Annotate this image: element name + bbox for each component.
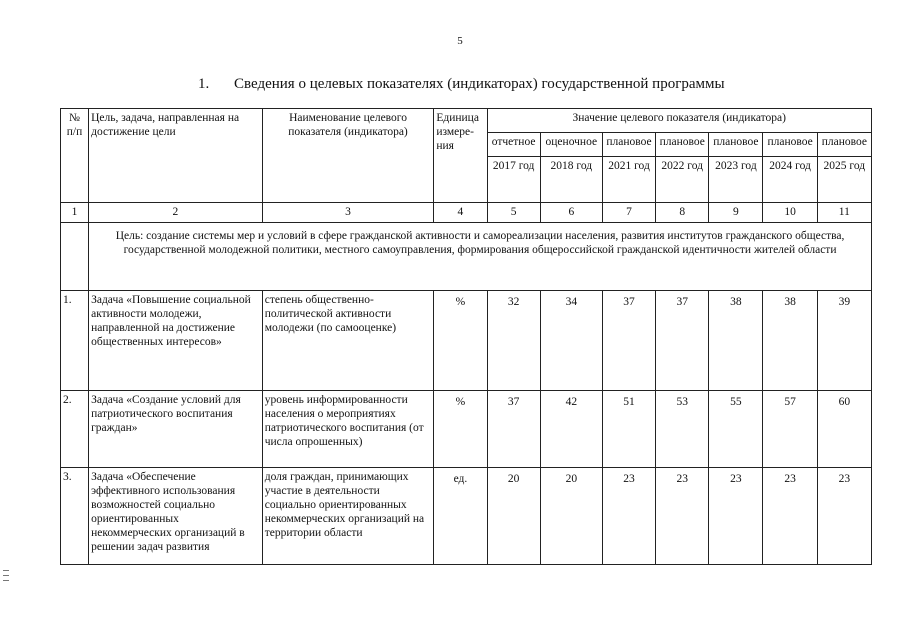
indicator-text: доля граждан, принимающих участие в деятельности социально ориентированных некоммерческих организаций на территории области — [262, 468, 434, 565]
header-year: 2018 год — [540, 157, 602, 203]
column-number: 6 — [540, 203, 602, 223]
indicator-text: уровень информированности населения о мероприятиях патриотического воспитания (от числа опрошенных) — [262, 391, 434, 468]
table-row — [61, 291, 872, 391]
goal-row — [61, 223, 872, 291]
value-cell: 53 — [656, 391, 709, 468]
header-year: 2025 год — [817, 157, 871, 203]
column-number: 11 — [817, 203, 871, 223]
value-cell: 60 — [817, 391, 871, 468]
value-cell: 42 — [540, 391, 602, 468]
header-year: 2022 год — [656, 157, 709, 203]
column-number: 4 — [434, 203, 487, 223]
header-value-type: плановое — [763, 133, 817, 157]
header-value-group: Значение целевого показателя (индикатора) — [487, 109, 871, 133]
column-number: 5 — [487, 203, 540, 223]
value-cell: 32 — [487, 291, 540, 391]
column-number: 2 — [89, 203, 263, 223]
task-text: Задача «Создание условий для патриотического воспитания граждан» — [89, 391, 263, 468]
page-number: 5 — [457, 35, 463, 47]
goal-spacer-cell — [61, 223, 89, 291]
header-year: 2017 год — [487, 157, 540, 203]
value-cell: 23 — [763, 468, 817, 565]
column-number: 1 — [61, 203, 89, 223]
column-number: 9 — [709, 203, 763, 223]
column-number: 8 — [656, 203, 709, 223]
header-year: 2024 год — [763, 157, 817, 203]
unit-cell: % — [434, 291, 487, 391]
task-text: Задача «Обеспечение эффективного использования возможностей социально ориентированных некоммерческих организаций в решении задач развития — [89, 468, 263, 565]
unit-cell: ед. — [434, 468, 487, 565]
value-cell: 39 — [817, 291, 871, 391]
table-row — [61, 391, 872, 468]
value-cell: 38 — [709, 291, 763, 391]
header-goal-task: Цель, задача, направленная на достижение цели — [89, 109, 263, 203]
header-value-type: плановое — [656, 133, 709, 157]
section-title: Сведения о целевых показателях (индикаторах) государственной программы — [234, 76, 725, 92]
header-num: № п/п — [61, 109, 89, 203]
indicators-table — [60, 108, 872, 565]
value-cell: 23 — [656, 468, 709, 565]
table-row — [61, 468, 872, 565]
header-value-type: отчетное — [487, 133, 540, 157]
value-cell: 38 — [763, 291, 817, 391]
section-heading — [198, 76, 725, 93]
header-value-type: оценочное — [540, 133, 602, 157]
value-cell: 37 — [656, 291, 709, 391]
unit-cell: % — [434, 391, 487, 468]
value-cell: 37 — [602, 291, 655, 391]
indicator-text: степень общественно-политической активности молодежи (по самооценке) — [262, 291, 434, 391]
margin-mark — [3, 570, 9, 571]
value-cell: 37 — [487, 391, 540, 468]
header-year: 2023 год — [709, 157, 763, 203]
row-num: 3. — [61, 468, 89, 565]
column-number: 3 — [262, 203, 434, 223]
section-number: 1. — [198, 76, 210, 92]
value-cell: 57 — [763, 391, 817, 468]
header-year: 2021 год — [602, 157, 655, 203]
header-value-type: плановое — [602, 133, 655, 157]
column-number-row — [61, 203, 872, 223]
header-value-type: плановое — [709, 133, 763, 157]
value-cell: 23 — [817, 468, 871, 565]
value-cell: 23 — [602, 468, 655, 565]
value-cell: 23 — [709, 468, 763, 565]
value-cell: 20 — [540, 468, 602, 565]
goal-text: Цель: создание системы мер и условий в сфере гражданской активности и самореализации населения, развития институтов гражданского общества, государственной молодежной политики, местного самоуправления, формирования общероссийской гражданской идентичности жителей области — [89, 223, 872, 291]
margin-mark — [3, 580, 9, 581]
value-cell: 20 — [487, 468, 540, 565]
row-num: 1. — [61, 291, 89, 391]
row-num: 2. — [61, 391, 89, 468]
column-number: 7 — [602, 203, 655, 223]
value-cell: 34 — [540, 291, 602, 391]
header-unit: Единица измере-ния — [434, 109, 487, 203]
value-cell: 55 — [709, 391, 763, 468]
task-text: Задача «Повышение социальной активности молодежи, направленной на достижение общественных интересов» — [89, 291, 263, 391]
header-value-type: плановое — [817, 133, 871, 157]
margin-mark — [3, 575, 9, 576]
header-indicator-name: Наименование целевого показателя (индикатора) — [262, 109, 434, 203]
column-number: 10 — [763, 203, 817, 223]
header-row-1 — [61, 109, 872, 133]
value-cell: 51 — [602, 391, 655, 468]
